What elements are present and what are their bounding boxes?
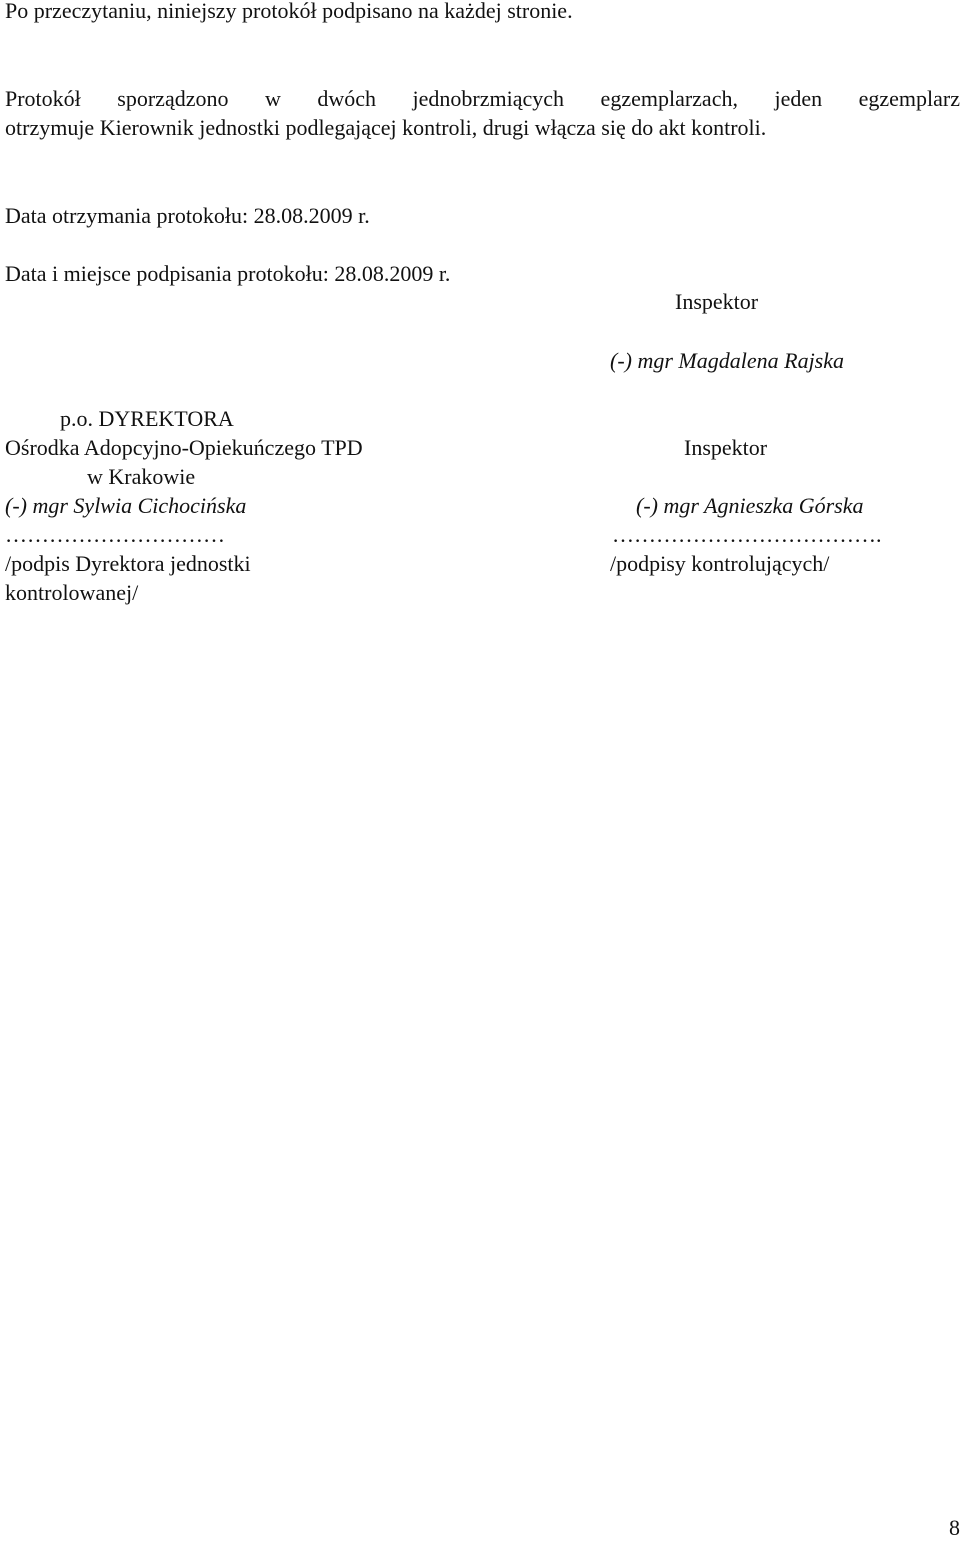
inspector-2-name: (-) mgr Agnieszka Górska bbox=[636, 493, 864, 518]
director-line-3: w Krakowie bbox=[87, 464, 196, 489]
signing-date: Data i miejsce podpisania protokołu: 28.08.2009 r. bbox=[5, 261, 451, 286]
director-caption-1: /podpis Dyrektora jednostki bbox=[5, 551, 251, 576]
inspector-2-caption: /podpisy kontrolujących/ bbox=[610, 551, 830, 576]
inspector-1-title: Inspektor bbox=[675, 289, 759, 314]
director-caption-2: kontrolowanej/ bbox=[5, 580, 139, 605]
page-number: 8 bbox=[949, 1515, 960, 1540]
director-line-1: p.o. DYREKTORA bbox=[60, 406, 234, 431]
inspector-2-title: Inspektor bbox=[684, 435, 768, 460]
copies-paragraph-line-1: Protokół sporządzono w dwóch jednobrzmiących egzemplarzach, jeden egzemplarz bbox=[5, 86, 960, 111]
inspector-2-signature-dots: ………………………………. bbox=[612, 522, 882, 547]
director-line-2: Ośrodka Adopcyjno-Opiekuńczego TPD bbox=[5, 435, 363, 460]
inspector-1-name: (-) mgr Magdalena Rajska bbox=[610, 348, 845, 373]
signed-note: Po przeczytaniu, niniejszy protokół podpisano na każdej stronie. bbox=[5, 0, 573, 23]
director-name: (-) mgr Sylwia Cichocińska bbox=[5, 493, 247, 518]
director-signature-dots: ………………………… bbox=[5, 522, 225, 547]
receipt-date: Data otrzymania protokołu: 28.08.2009 r. bbox=[5, 203, 370, 228]
copies-paragraph-line-2: otrzymuje Kierownik jednostki podlegającej kontroli, drugi włącza się do akt kontroli. bbox=[5, 115, 767, 140]
